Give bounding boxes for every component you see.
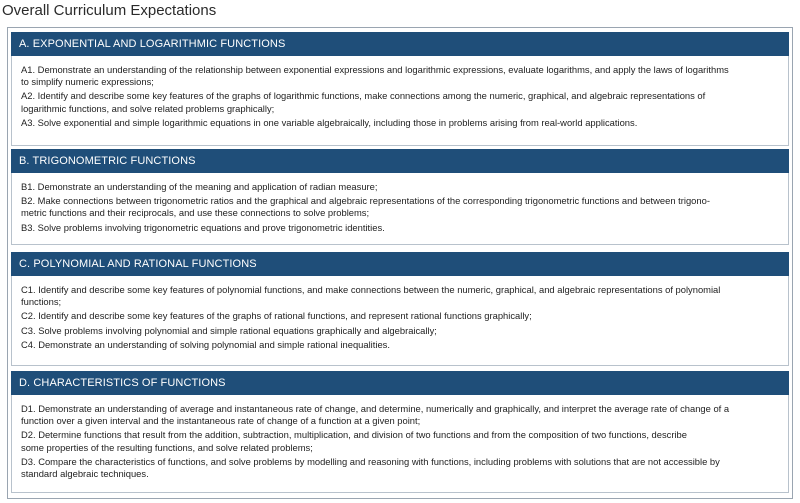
expectation-c3: C3. Solve problems involving polynomial and simple rational equations graphically and algebraically; [21,324,437,336]
section-a-body [11,56,789,146]
expectation-a2: A2. Identify and describe some key features of the graphs of logarithmic functions, make connections among the numeric, graphical, and algebraic representations of logarithmic functions, and solve related problems graphically; [21,90,706,114]
section-a-header: A. EXPONENTIAL AND LOGARITHMIC FUNCTIONS [11,32,789,56]
section-b [11,149,789,245]
page-title: Overall Curriculum Expectations [2,2,217,19]
expectation-d3: D3. Compare the characteristics of functions, and solve problems by modelling and reasoning with functions, including problems with solutions that are not accessible by standard algebraic techniques. [21,455,720,480]
expectation-d1: D1. Demonstrate an understanding of average and instantaneous rate of change, and determine, numerically and graphically, and interpret the average rate of change of a function over a given interval and the instantaneous rate of change of a function at a given point; [21,403,730,427]
expectation-d2: D2. Determine functions that result from the addition, subtraction, multiplication, and division of two functions and from the composition of two functions, describe some properties of the resulting functions, and solve related problems; [21,429,687,453]
section-c-body [11,276,789,366]
section-c-header: C. POLYNOMIAL AND RATIONAL FUNCTIONS [11,252,789,276]
expectation-b2: B2. Make connections between trigonometric ratios and the graphical and algebraic representations of the corresponding trigonometric functions and between trigono- metric functions and their reciprocals, and use these connections to solve problems; [21,195,710,219]
expectation-c1: C1. Identify and describe some key features of polynomial functions, and make connections between the numeric, graphical, and algebraic representations of polynomial functions; [21,284,721,308]
section-d [11,371,789,493]
curriculum-expectations-panel [7,27,793,499]
expectation-c4: C4. Demonstrate an understanding of solving polynomial and simple rational inequalities. [21,338,390,350]
section-b-header: B. TRIGONOMETRIC FUNCTIONS [11,149,789,173]
section-b-body [11,173,789,245]
expectation-a1: A1. Demonstrate an understanding of the relationship between exponential expressions and logarithmic expressions, evaluate logarithms, and apply the laws of logarithms to simplify numeric expressions; [21,64,729,88]
expectation-b1: B1. Demonstrate an understanding of the meaning and application of radian measure; [21,181,378,192]
section-c [11,252,789,366]
expectation-c2: C2. Identify and describe some key features of the graphs of rational functions, and represent rational functions graphically; [21,310,532,322]
section-d-body [11,395,789,493]
expectation-a3: A3. Solve exponential and simple logarithmic equations in one variable algebraically, including those in problems arising from real-world applications. [21,116,638,128]
section-a [11,32,789,146]
expectation-b3: B3. Solve problems involving trigonometric equations and prove trigonometric identities. [21,221,385,233]
section-d-header: D. CHARACTERISTICS OF FUNCTIONS [11,371,789,395]
